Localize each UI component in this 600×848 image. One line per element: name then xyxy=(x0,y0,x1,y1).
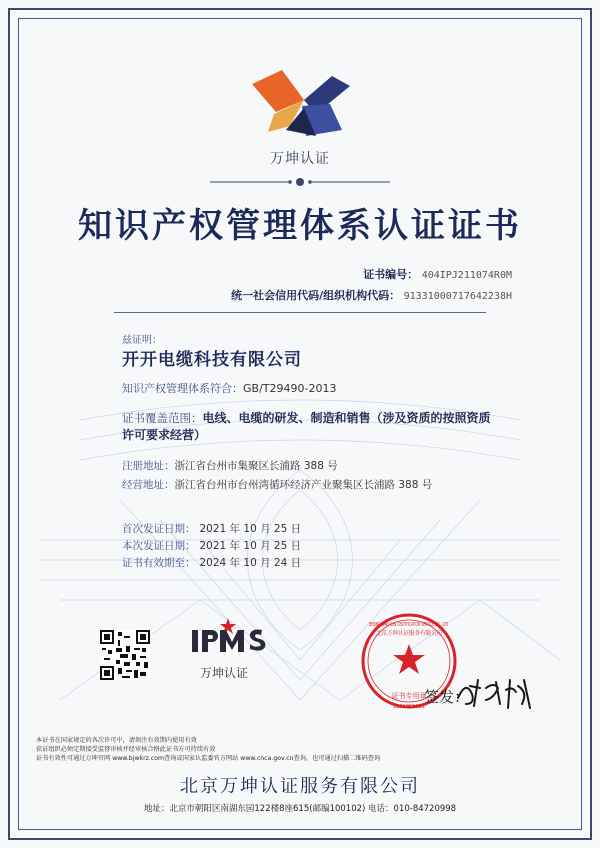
credit-code-label: 统一社会信用代码/组织机构代码： xyxy=(231,289,401,302)
registered-address: 浙江省台州市集聚区长浦路 388 号 xyxy=(174,460,338,472)
divider-line xyxy=(114,312,486,313)
note-line: 证书有效性可通过万坤官网 www.bjwkrz.com查询或国家认监委官方网站 www.cnca.gov.cn查询，也可通过扫描二维码查询 xyxy=(36,755,381,762)
operating-address-row xyxy=(122,477,432,492)
ipms-logo-icon xyxy=(182,610,282,660)
valid-until-label: 证书有效期至： xyxy=(122,557,196,569)
certificate-notes xyxy=(36,736,496,763)
registered-address-label: 注册地址： xyxy=(122,460,175,472)
note-line: 本证书在国家规定的各次许可中，请须注有效期内使用有效 xyxy=(36,737,197,744)
certificate-number-label: 证书编号： xyxy=(363,268,419,281)
seal-purpose: 证书专用章 xyxy=(391,692,427,700)
certificate-number-row xyxy=(363,266,512,282)
issuer-address: 地址：北京市朝阳区南湖东园122楼8座615(邮编100102) 电话：010-84720998 xyxy=(143,804,457,814)
signature-label: 签发： xyxy=(424,688,470,706)
credit-code-row xyxy=(231,287,512,303)
this-issue-row xyxy=(122,538,301,555)
standard-value: GB/T29490-2013 xyxy=(243,382,337,395)
scope-label: 证书覆盖范围： xyxy=(122,411,203,425)
issuer-name: 北京万坤认证服务有限公司 xyxy=(180,776,420,797)
credit-code: 91331000717642238H xyxy=(403,291,512,302)
valid-until-date: 2024 年 10 月 24 日 xyxy=(199,557,302,569)
operating-address: 浙江省台州市台州湾循环经济产业聚集区长浦路 388 号 xyxy=(174,479,433,491)
brand-name: 万坤认证 xyxy=(270,151,330,167)
this-issue-date: 2021 年 10 月 25 日 xyxy=(199,540,302,552)
scope-value: 电线、电缆的研发、制造和销售（涉及资质的按照资质许可要求经营） xyxy=(122,411,491,442)
standard-label: 知识产权管理体系符合： xyxy=(122,382,243,395)
dates-block xyxy=(122,521,301,572)
wankun-logo-icon xyxy=(246,66,356,146)
valid-until-row xyxy=(122,555,301,572)
first-issue-date: 2021 年 10 月 25 日 xyxy=(199,523,302,535)
title-ornament xyxy=(200,174,400,190)
signature-handwriting xyxy=(452,674,542,712)
this-issue-label: 本次发证日期： xyxy=(122,540,196,552)
qr-code[interactable] xyxy=(100,630,150,680)
first-issue-label: 首次发证日期： xyxy=(122,523,196,535)
seal-number: 1101051891 xyxy=(393,704,425,710)
brand-name-bottom: 万坤认证 xyxy=(200,666,249,680)
seal-inner-text: 北京万坤认证服务有限公司 xyxy=(376,630,449,637)
standard-row xyxy=(122,380,336,396)
registered-address-row xyxy=(122,458,338,473)
attest-label: 兹证明： xyxy=(122,335,162,346)
first-issue-row xyxy=(122,521,301,538)
company-name: 开开电缆科技有限公司 xyxy=(122,350,302,370)
note-line: 获证组织必须定期接受监督审核并经审核合格此证书方可持续有效 xyxy=(36,746,216,753)
seal-ring-text: BEIJING WAN KUN CERTIFICATION SERVICE CO., LTD. xyxy=(369,622,450,628)
operating-address-label: 经营地址： xyxy=(122,479,175,491)
certificate-number: 404IPJ211074R0M xyxy=(421,270,512,281)
certificate-title: 知识产权管理体系认证证书 xyxy=(78,206,522,246)
scope-row xyxy=(122,410,502,444)
